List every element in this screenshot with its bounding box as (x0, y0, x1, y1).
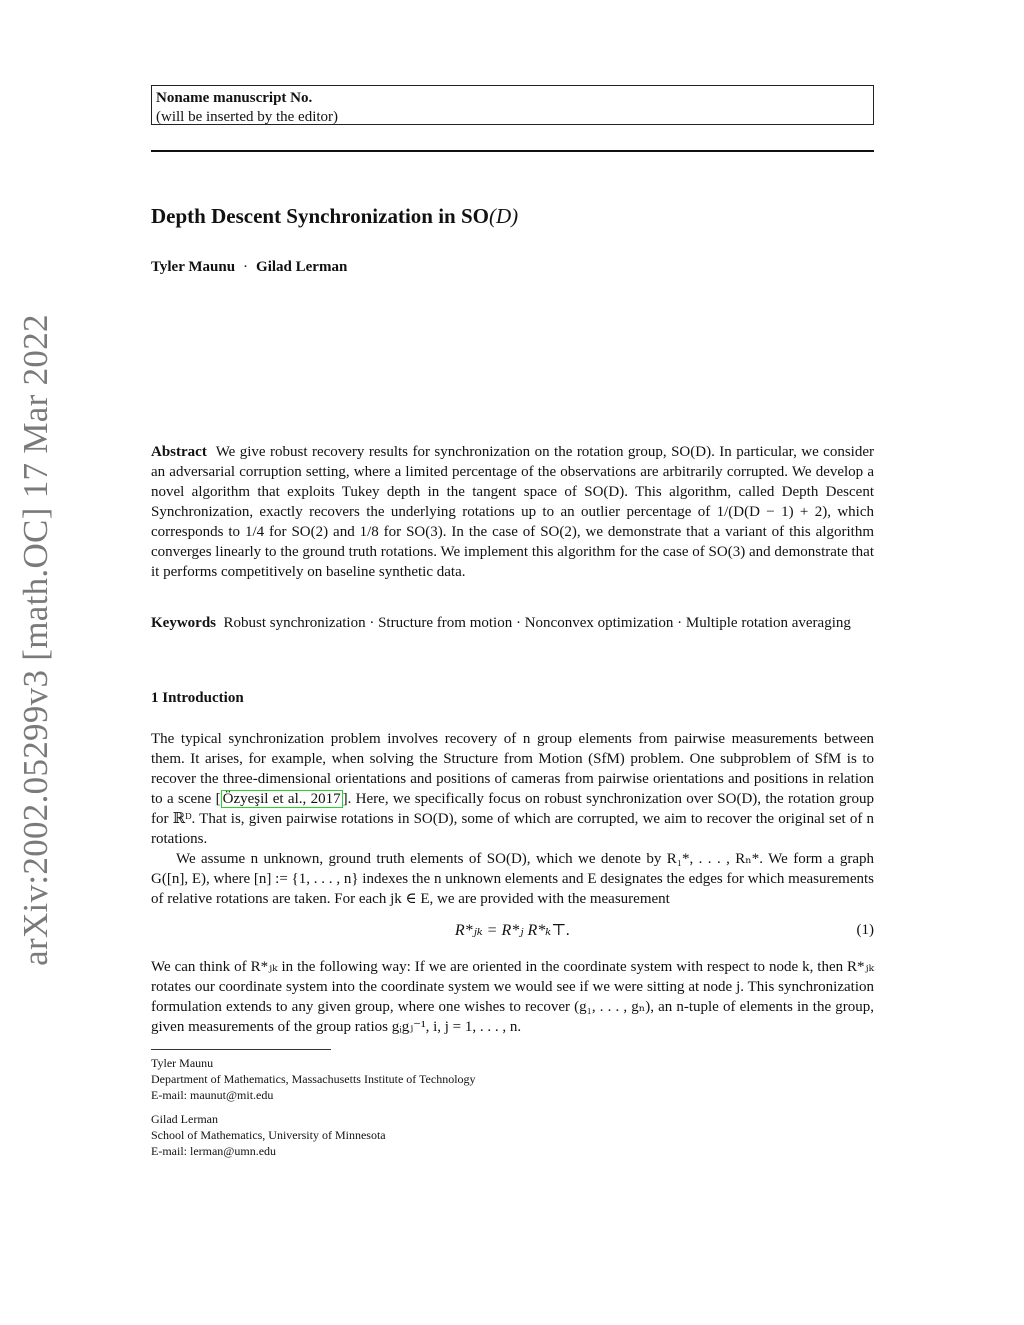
intro-p2-text: We assume n unknown, ground truth elements of SO(D), which we denote by R₁*, . . . , Rₙ*. We form a graph G([n], E), where [n] := {1, . . . , n} indexes the n unknown elements and E designates the edges for which measurements of relative rotations are taken. For each jk ∈ E, we are provided with the measurement (151, 851, 874, 907)
arxiv-stamp-text: arXiv:2002.05299v3 [math.OC] 17 Mar 2022 (16, 314, 55, 966)
keywords (151, 613, 874, 633)
equation-text: R*ⱼₖ = R*ⱼ R*ₖ⊤. (454, 922, 571, 939)
intro-p3-text: We can think of R*ⱼₖ in the following way: If we are oriented in the coordinate system with respect to node k, then R*ⱼₖ rotates our coordinate system into the coordinate system we would see if we were sitting at node j. This synchronization formulation extends to any given group, where one wishes to recover (g₁, . . . , gₙ), an n-tuple of elements in the group, given measurements of the group ratios gᵢgⱼ⁻¹, i, j = 1, . . . , n. (151, 959, 874, 1035)
intro-paragraph-1 (151, 729, 874, 849)
affil1-email: E-mail: maunut@mit.edu (151, 1088, 274, 1102)
intro-paragraph-3 (151, 957, 874, 1037)
affiliation-2 (151, 1111, 386, 1159)
keywords-label: Keywords (151, 615, 216, 631)
abstract-label: Abstract (151, 444, 207, 460)
abstract (151, 442, 874, 582)
affiliation-1 (151, 1055, 476, 1103)
author-2: Gilad Lerman (256, 259, 348, 275)
intro-p1-start: The typical synchronization problem involves recovery of n group elements from pairwise measurements between them. It arises, for example, when solving the Structure from Motion (SfM) problem. One subproblem of SfM is to recover the three-dimensional orientations and positions of cameras from pairwise orientations and positions in relation to a scene [ (151, 731, 874, 807)
header-rule (151, 150, 874, 152)
manuscript-line2: (will be inserted by the editor) (156, 109, 339, 125)
paper-title-text: Depth Descent Synchronization in SO (151, 204, 489, 228)
equation-1 (151, 920, 874, 946)
paper-title (151, 204, 518, 229)
footnote-rule (151, 1049, 331, 1050)
paper-title-math: (D) (488, 204, 519, 228)
citation-separator: , (302, 791, 311, 807)
affil1-dept: Department of Mathematics, Massachusetts Institute of Technology (151, 1072, 476, 1086)
abstract-text: We give robust recovery results for synchronization on the rotation group, SO(D). In particular, we consider an adversarial corruption setting, where a limited percentage of the observations are arbitrarily corrupted. We develop a novel algorithm that exploits Tukey depth in the tangent space of SO(D). This algorithm, called Depth Descent Synchronization, exactly recovers the underlying rotations up to an outlier percentage of 1/(D(D − 1) + 2), which corresponds to 1/4 for SO(2) and 1/8 for SO(3). In the case of SO(2), we demonstrate that a variant of this algorithm converges linearly to the ground truth rotations. We implement this algorithm for the case of SO(3) and demonstrate that it performs competitively on baseline synthetic data. (151, 444, 874, 580)
affil2-email: E-mail: lerman@umn.edu (151, 1144, 277, 1158)
citation-year: 2017 (310, 791, 341, 807)
keywords-text: Robust synchronization · Structure from motion · Nonconvex optimization · Multiple rotation averaging (223, 615, 851, 631)
affil2-name: Gilad Lerman (151, 1112, 218, 1126)
intro-paragraph-2 (151, 849, 874, 909)
author-list (151, 259, 347, 276)
section-heading: 1 Introduction (151, 690, 244, 706)
author-separator: · (243, 259, 249, 275)
citation-link[interactable] (221, 790, 343, 808)
manuscript-line1: Noname manuscript No. (156, 90, 313, 106)
author-1: Tyler Maunu (151, 259, 236, 275)
intro-p1-end: ]. Here, we specifically focus on robust synchronization over SO(D), the rotation group for ℝᴰ. That is, given pairwise rotations in SO(D), some of which are corrupted, we aim to recover the original set of n rotations. (151, 791, 875, 847)
equation-number: (1) (856, 922, 874, 938)
affil1-name: Tyler Maunu (151, 1056, 214, 1070)
citation-author: Özyeşil et al. (222, 791, 303, 807)
manuscript-box (151, 85, 874, 125)
affil2-dept: School of Mathematics, University of Minnesota (151, 1128, 386, 1142)
